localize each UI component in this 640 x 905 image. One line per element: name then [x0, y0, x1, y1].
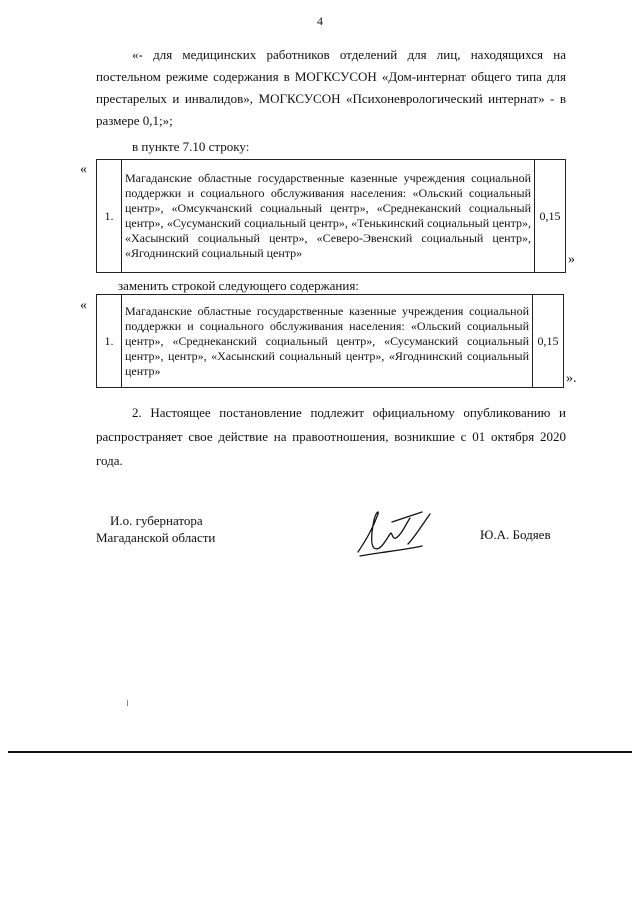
- signatory-title-line-2: Магаданской области: [96, 530, 216, 545]
- table-row: [97, 160, 566, 273]
- quote-open-1: «: [80, 162, 87, 177]
- new-row-table: [96, 294, 564, 388]
- row-text: Магаданские областные государственные казенные учреждения социальной поддержки и социального обслуживания населения: «Ольский социальный центр», «Омсукчанский социальный центр», «Среднеканский социальный центр», «Сусуманский социальный центр», «Тенькинский социальный центр», «Хасынский социальный центр», «Северо-Эвенский социальный центр», «Ягоднинский социальный центр»: [122, 160, 535, 273]
- footer-rule: [8, 751, 632, 753]
- signatory-title: [96, 512, 215, 546]
- quote-open-2: «: [80, 298, 87, 313]
- row-text: Магаданские областные государственные казенные учреждения социальной поддержки и социального обслуживания населения: «Ольский социальный центр», «Среднеканский социальный центр», «Сусуманский социальный центр», центр», «Хасынский социальный центр», «Ягоднинский социальный центр»: [122, 295, 533, 388]
- old-row-table: [96, 159, 566, 273]
- table-row: [97, 295, 564, 388]
- replace-clause: заменить строкой следующего содержания:: [118, 278, 359, 293]
- paragraph-2: 2. Настоящее постановление подлежит официальному опубликованию и распространяет свое действие на правоотношения, возникшие с 01 октября 2020 года.: [96, 405, 566, 468]
- row-value: 0,15: [535, 160, 566, 273]
- signatory-name: Ю.А. Бодяев: [480, 527, 551, 542]
- row-number: 1.: [97, 160, 122, 273]
- row-value: 0,15: [533, 295, 564, 388]
- intro-paragraph: «- для медицинских работников отделений для лиц, находящихся на постельном режиме содержания в МОГКСУСОН «Дом-интернат общего типа для престарелых и инвалидов», МОГКСУСОН «Психоневрологический интернат» - в размере 0,1;»;: [96, 47, 566, 128]
- clause-7-10-lead: в пункте 7.10 строку:: [132, 139, 250, 154]
- scan-speck: [127, 700, 128, 706]
- row-number: 1.: [97, 295, 122, 388]
- signatory-title-line-1: И.о. губернатора: [110, 513, 203, 528]
- quote-close-2: ».: [566, 371, 577, 386]
- quote-close-1: »: [568, 252, 575, 267]
- handwritten-signature: [352, 500, 436, 560]
- page-number: 4: [317, 14, 323, 28]
